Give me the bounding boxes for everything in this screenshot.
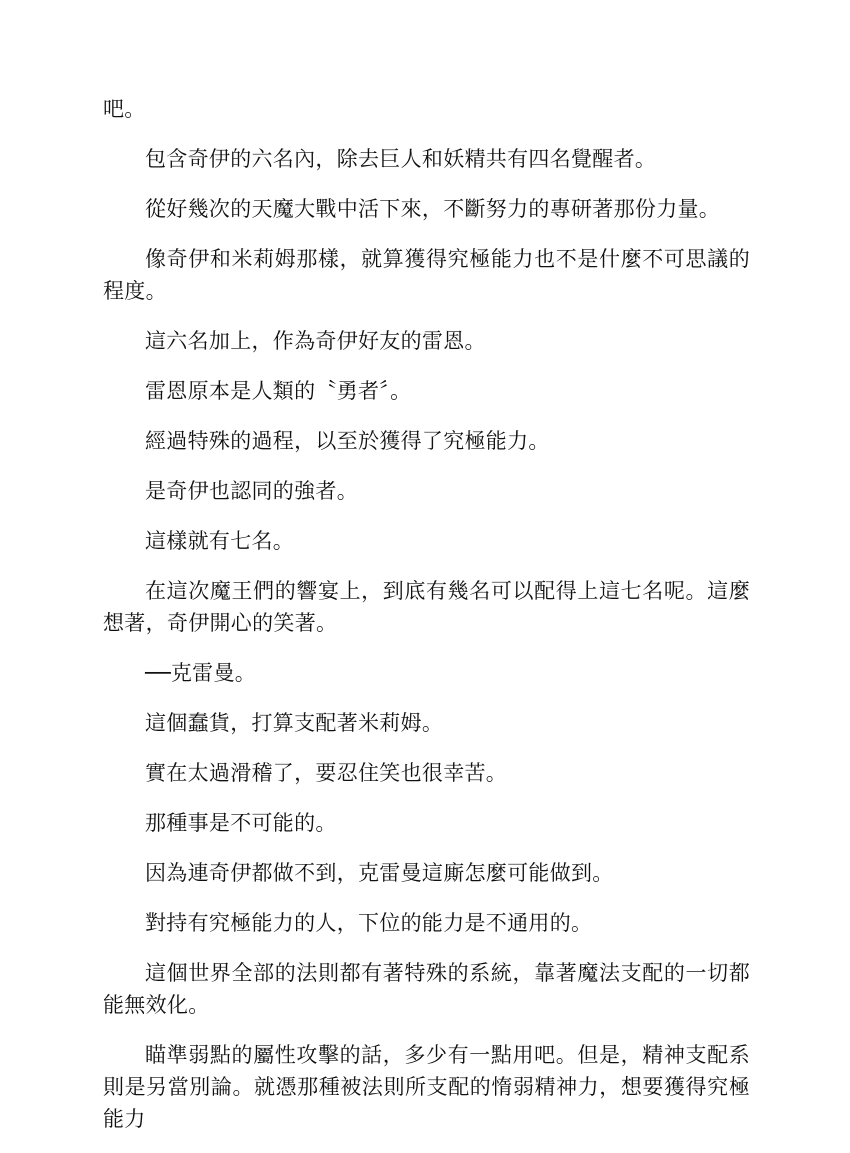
paragraph: ──克雷曼。 xyxy=(145,661,257,685)
paragraph: 這樣就有七名。 xyxy=(145,529,295,553)
paragraph: 包含奇伊的六名內，除去巨人和妖精共有四名覺醒者。 xyxy=(145,147,657,171)
paragraph: 這個蠢貨，打算支配著米莉姆。 xyxy=(145,711,444,735)
paragraph: 在這次魔王們的響宴上，到底有幾名可以配得上這七名呢。這麼想著，奇伊開心的笑著。 xyxy=(103,579,750,635)
paragraph: 那種事是不可能的。 xyxy=(145,811,337,835)
paragraph: 是奇伊也認同的強者。 xyxy=(145,479,358,503)
paragraph: 因為連奇伊都做不到，克雷曼這廝怎麼可能做到。 xyxy=(145,861,614,885)
paragraph: 瞄準弱點的屬性攻擊的話，多少有一點用吧。但是，精神支配系則是另當別論。就憑那種被法則所支配的惰弱精神力，想要獲得究極能力 xyxy=(103,1043,750,1131)
paragraph: 從好幾次的天魔大戰中活下來，不斷努力的專研著那份力量。 xyxy=(145,197,721,221)
paragraph: 經過特殊的過程，以至於獲得了究極能力。 xyxy=(145,429,550,453)
paragraph: 像奇伊和米莉姆那樣，就算獲得究極能力也不是什麼不可思議的程度。 xyxy=(103,247,750,303)
paragraph: 對持有究極能力的人，下位的能力是不通用的。 xyxy=(145,911,593,935)
paragraph: 雷恩原本是人類的〝勇者〞。 xyxy=(145,379,412,403)
paragraph: 這個世界全部的法則都有著特殊的系統，靠著魔法支配的一切都能無效化。 xyxy=(103,961,750,1017)
body-text xyxy=(103,93,750,1153)
paragraph: 吧。 xyxy=(103,97,146,121)
paragraph: 實在太過滑稽了，要忍住笑也很幸苦。 xyxy=(145,761,508,785)
paragraph: 這六名加上，作為奇伊好友的雷恩。 xyxy=(145,329,486,353)
